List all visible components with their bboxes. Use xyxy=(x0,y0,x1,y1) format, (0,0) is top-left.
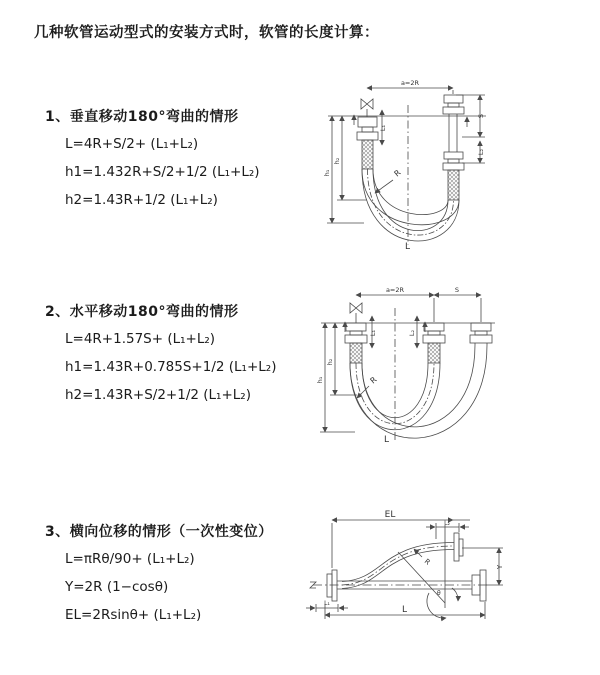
section-2 xyxy=(45,301,276,416)
hose-arcs xyxy=(350,345,487,438)
section-1-formula-h1: h1=1.432R+S/2+1/2 (L₁+L₂) xyxy=(65,164,260,180)
right-flange xyxy=(443,95,464,200)
valve-icon xyxy=(361,99,373,109)
left-flange xyxy=(357,117,378,169)
dim-label-el: EL xyxy=(384,510,396,520)
left-flange xyxy=(345,323,367,363)
angle-arc xyxy=(452,588,458,601)
left-flange xyxy=(327,570,337,601)
dim-label-a2r: a=2R xyxy=(400,79,420,87)
dim-label-y: Y xyxy=(496,564,504,570)
length-label: L xyxy=(405,242,411,252)
section-2-heading: 2、水平移动180°弯曲的情形 xyxy=(45,304,239,320)
dim-label-l1: L₁ xyxy=(369,329,377,337)
section-1-heading: 1、垂直移动180°弯曲的情形 xyxy=(45,109,239,125)
section-2-formula-L: L=4R+1.57S+ (L₁+L₂) xyxy=(65,331,216,347)
right-flange xyxy=(470,323,492,345)
dim-label-s: S xyxy=(477,113,485,119)
dim-label-l1: L₁ xyxy=(379,124,387,132)
length-label: L xyxy=(384,435,390,445)
radius-leader xyxy=(375,180,393,193)
section-1 xyxy=(45,106,260,221)
angle-label: θ xyxy=(437,590,441,597)
dim-label-h1: h₁ xyxy=(316,376,324,384)
dim-label-h2: h₂ xyxy=(333,157,341,165)
s-curve-hose xyxy=(342,543,454,589)
valve-icon xyxy=(350,303,362,313)
section-3-formula-Y: Y=2R (1−cosθ) xyxy=(65,579,169,595)
right-flange xyxy=(472,570,486,601)
section-2-formula-h1: h1=1.43R+0.785S+1/2 (L₁+L₂) xyxy=(65,359,277,375)
section-3 xyxy=(45,521,273,636)
dim-label-h2: h₂ xyxy=(326,358,334,366)
dim-label-l1: L₁ xyxy=(324,600,330,607)
dim-label-l2: L₂ xyxy=(477,148,485,156)
dim-label-a2r: a=2R xyxy=(385,286,405,294)
radius-label: R xyxy=(422,557,432,567)
section-3-formula-EL: EL=2Rsinθ+ (L₁+L₂) xyxy=(65,607,202,623)
section-1-formula-L: L=4R+S/2+ (L₁+L₂) xyxy=(65,136,199,152)
diagram-horizontal-bend xyxy=(305,280,590,450)
radius-label: R xyxy=(392,168,403,179)
section-3-heading: 3、横向位移的情形（一次性变位） xyxy=(45,524,273,540)
page-title: 几种软管运动型式的安装方式时，软管的长度计算： xyxy=(34,25,379,41)
hose-arcs xyxy=(362,169,459,241)
length-label: L xyxy=(402,605,408,615)
top-right-flange xyxy=(454,533,463,561)
dim-label-l2: L₂ xyxy=(408,329,416,337)
diagram-vertical-bend xyxy=(310,75,590,255)
middle-flange xyxy=(423,323,445,363)
dim-label-l2: L₂ xyxy=(444,520,450,527)
radius-label: R xyxy=(368,375,379,386)
section-3-formula-L: L=πRθ/90+ (L₁+L₂) xyxy=(65,551,195,567)
dim-label-h1: h₁ xyxy=(323,169,331,177)
section-2-formula-h2: h2=1.43R+S/2+1/2 (L₁+L₂) xyxy=(65,387,251,403)
section-1-formula-h2: h2=1.43R+1/2 (L₁+L₂) xyxy=(65,192,218,208)
dim-label-s: S xyxy=(454,286,460,294)
diagram-lateral-displacement xyxy=(300,505,590,645)
